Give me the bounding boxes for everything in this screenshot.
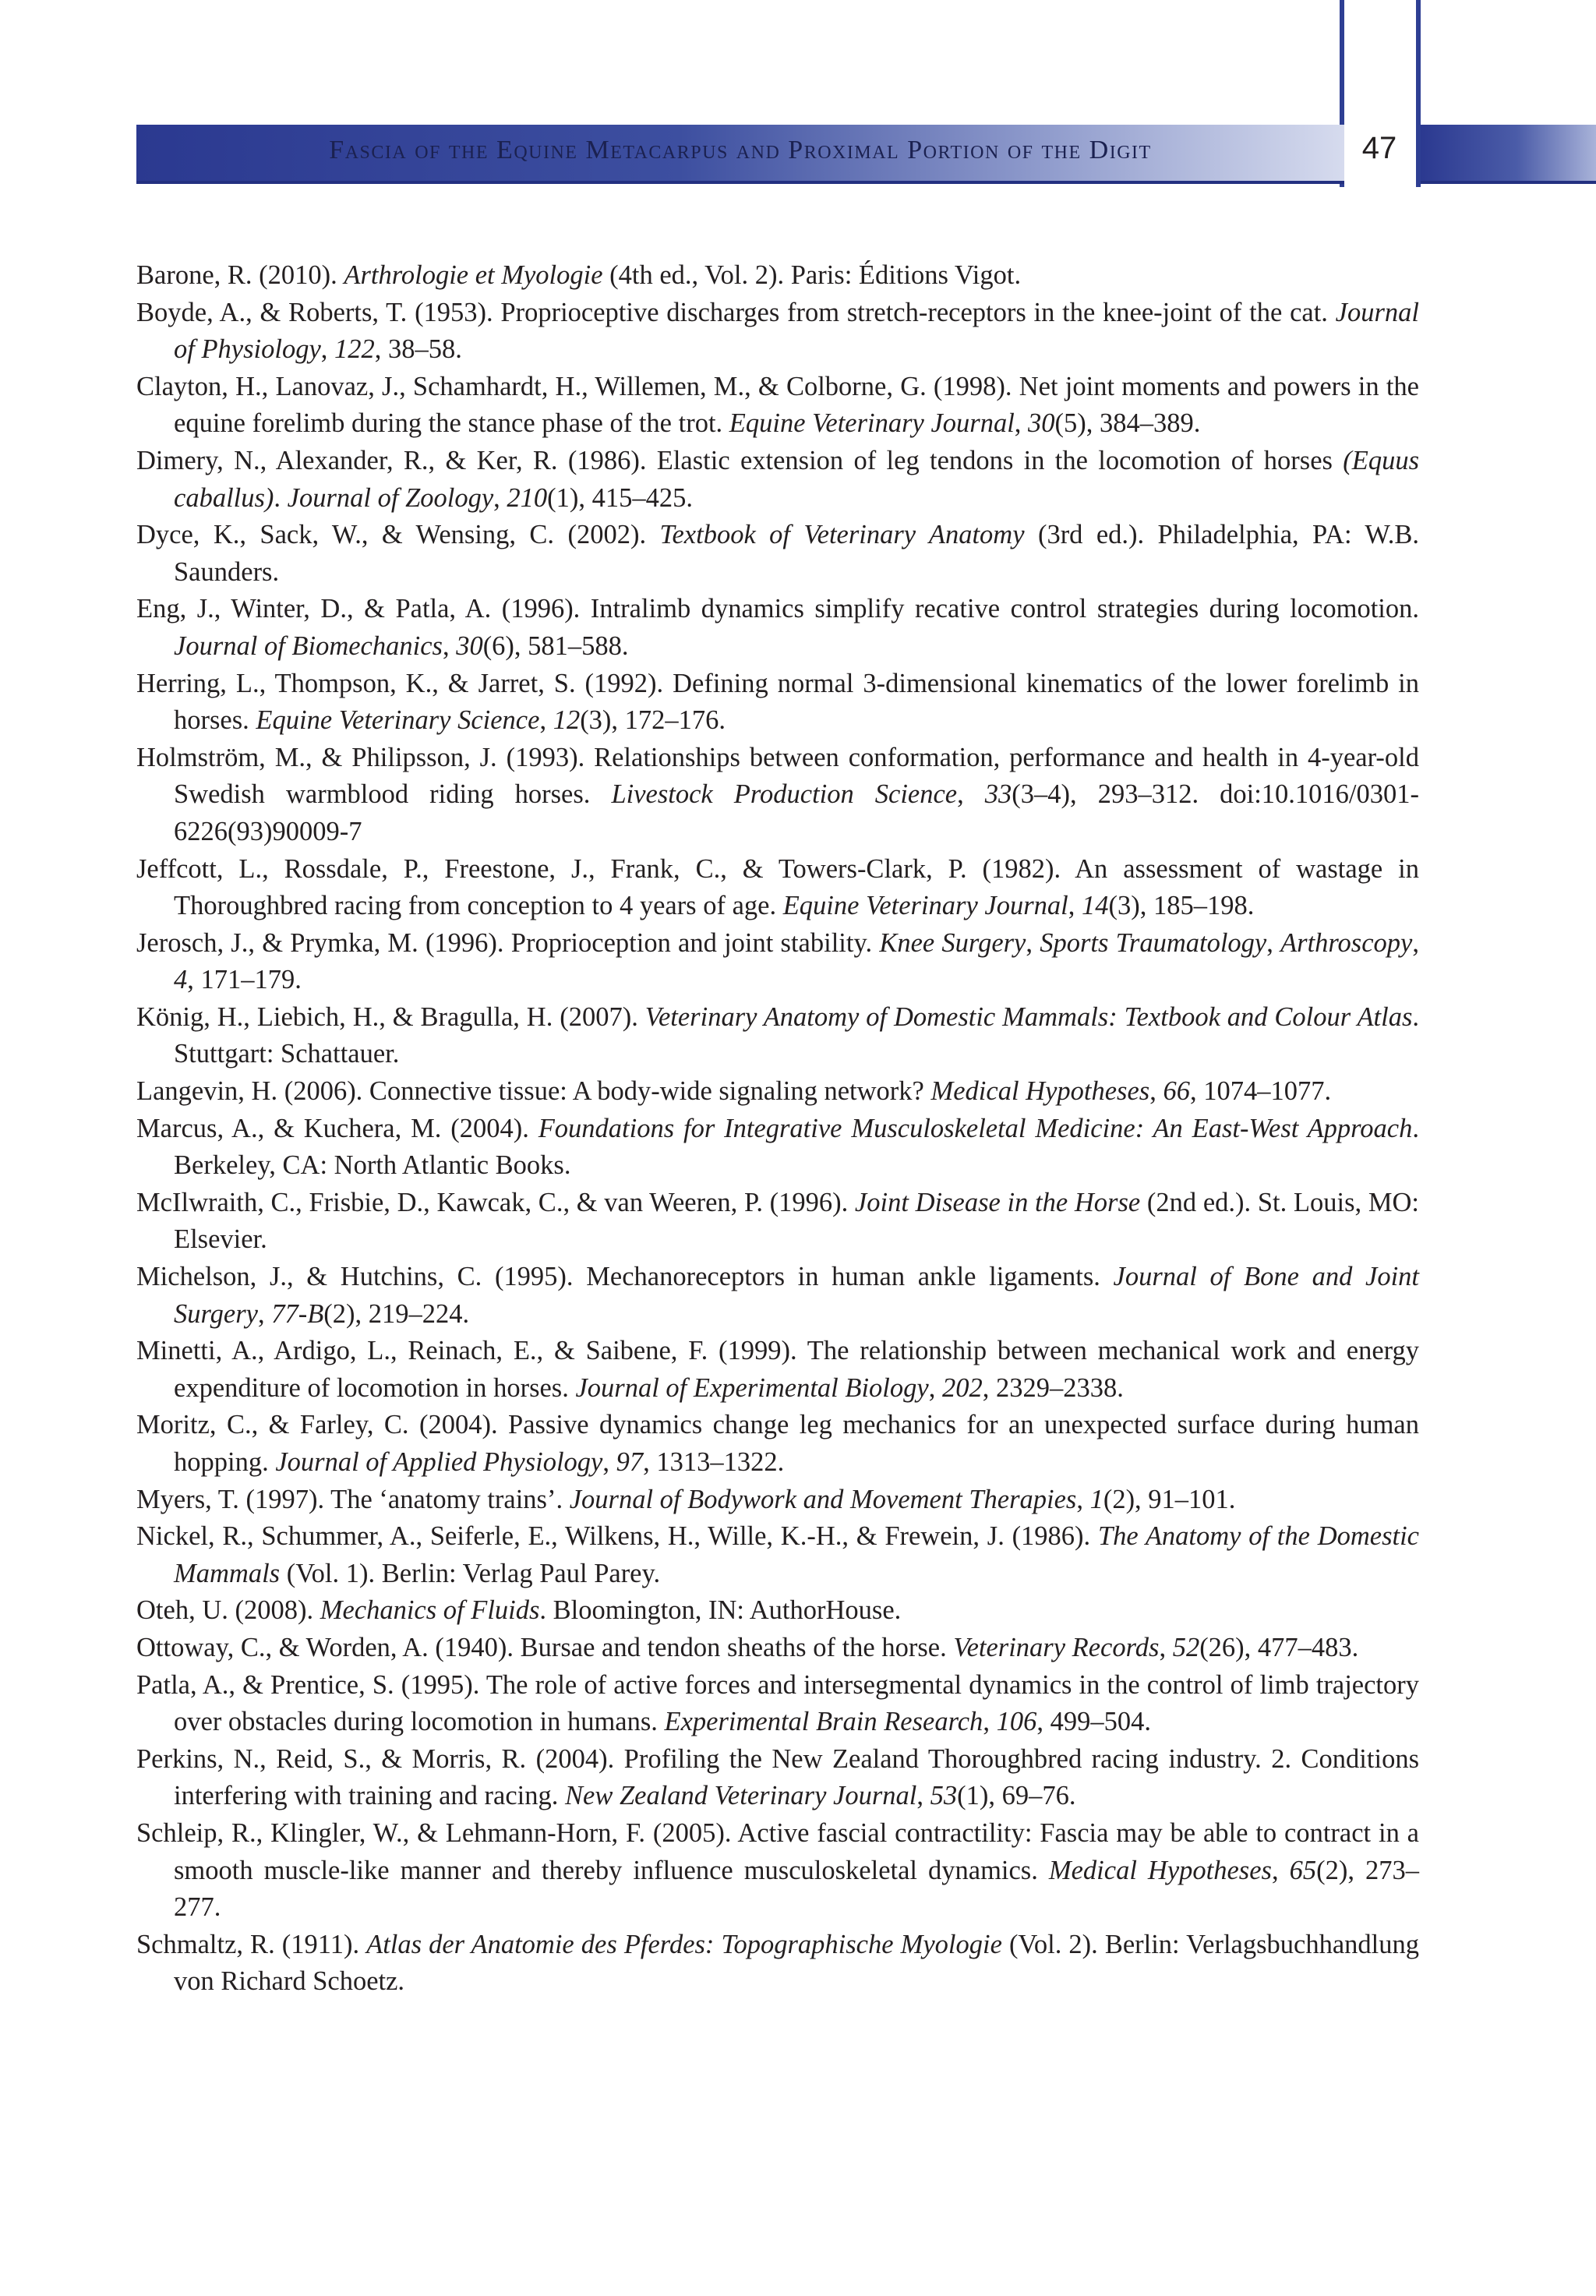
reference-text: , bbox=[1026, 927, 1040, 958]
reference-text: Oteh, U. (2008). bbox=[136, 1595, 320, 1626]
reference-entry bbox=[136, 1333, 1419, 1407]
reference-text: Moritz, C., & Farley, C. (2004). Passive dynamics change leg mechanics for an unexpected surface during human hopping. bbox=[136, 1410, 1419, 1477]
reference-italic-text: New Zealand Veterinary Journal bbox=[565, 1781, 917, 1811]
reference-entry bbox=[136, 517, 1419, 591]
reference-text: König, H., Liebich, H., & Bragulla, H. (2007). bbox=[136, 1001, 645, 1032]
reference-text: , bbox=[957, 779, 985, 810]
reference-text: (6), 581–588. bbox=[482, 631, 629, 661]
reference-text: , bbox=[1149, 1076, 1163, 1107]
reference-entry bbox=[136, 443, 1419, 517]
reference-text: Boyde, A., & Roberts, T. (1953). Proprioceptive discharges from stretch-receptors in the knee-joint of the cat. bbox=[136, 297, 1336, 327]
reference-entry bbox=[136, 1592, 1419, 1630]
reference-entry bbox=[136, 257, 1419, 295]
reference-italic-text: 14 bbox=[1082, 891, 1109, 921]
reference-text: Nickel, R., Schummer, A., Seiferle, E., Wilkens, H., Wille, K.-H., & Frewein, J. (1986). bbox=[136, 1521, 1098, 1552]
reference-italic-text: Medical Hypotheses bbox=[930, 1076, 1150, 1107]
reference-entry bbox=[136, 999, 1419, 1073]
reference-italic-text: 12 bbox=[553, 705, 581, 736]
reference-text: , bbox=[493, 482, 507, 513]
reference-entry bbox=[136, 1482, 1419, 1519]
reference-text: , 2329–2338. bbox=[982, 1372, 1124, 1403]
reference-entry bbox=[136, 1259, 1419, 1333]
reference-entry bbox=[136, 1667, 1419, 1741]
reference-italic-text: Mechanics of Fluids bbox=[320, 1595, 540, 1626]
reference-entry bbox=[136, 851, 1419, 925]
reference-italic-text: Journal of Experimental Biology bbox=[575, 1372, 929, 1403]
reference-italic-text: Journal of Physiology bbox=[174, 297, 1419, 365]
reference-entry bbox=[136, 1185, 1419, 1259]
reference-italic-text: Equine Veterinary Science bbox=[256, 705, 540, 736]
running-title: Fascia of the Equine Metacarpus and Proximal Portion of the Digit bbox=[329, 136, 1152, 164]
reference-list bbox=[136, 257, 1419, 2001]
reference-italic-text: Sports Traumatology bbox=[1040, 927, 1267, 958]
reference-italic-text: Livestock Production Science bbox=[611, 779, 958, 810]
reference-text: (2), 273–277. bbox=[174, 1855, 1419, 1923]
reference-text: (Vol. 1). Berlin: Verlag Paul Parey. bbox=[280, 1558, 661, 1588]
reference-text: (5), 384–389. bbox=[1054, 408, 1201, 439]
reference-text: (1), 69–76. bbox=[957, 1781, 1076, 1811]
reference-text: , bbox=[983, 1707, 997, 1737]
reference-text: , 1074–1077. bbox=[1189, 1076, 1332, 1107]
reference-entry bbox=[136, 1111, 1419, 1185]
reference-entry bbox=[136, 1927, 1419, 2001]
reference-text: Ottoway, C., & Worden, A. (1940). Bursae and tendon sheaths of the horse. bbox=[136, 1632, 954, 1662]
reference-italic-text: (Equus caballus) bbox=[174, 445, 1419, 513]
reference-italic-text: 122 bbox=[334, 334, 375, 365]
reference-entry bbox=[136, 1073, 1419, 1111]
reference-text: Holmström, M., & Philipsson, J. (1993). Relationships between conformation, performance and health in 4-year-old Swedish warmblood riding horses. bbox=[136, 742, 1419, 810]
reference-italic-text: Arthroscopy bbox=[1280, 927, 1413, 958]
reference-text: Jeffcott, L., Rossdale, P., Freestone, J., Frank, C., & Towers-Clark, P. (1982). An assessment of wastage in Thoroughbred racing from conception to 4 years of age. bbox=[136, 853, 1419, 921]
reference-text: McIlwraith, C., Frisbie, D., Kawcak, C., & van Weeren, P. (1996). bbox=[136, 1187, 855, 1217]
reference-text: Dyce, K., Sack, W., & Wensing, C. (2002). bbox=[136, 520, 660, 550]
reference-italic-text: Equine Veterinary Journal bbox=[729, 408, 1015, 439]
reference-entry bbox=[136, 1630, 1419, 1667]
reference-italic-text: Journal of Applied Physiology bbox=[275, 1447, 603, 1477]
reference-text: Dimery, N., Alexander, R., & Ker, R. (1986). Elastic extension of leg tendons in the locomotion of horses bbox=[136, 445, 1344, 475]
reference-italic-text: Equine Veterinary Journal bbox=[782, 891, 1068, 921]
running-header bbox=[136, 125, 1344, 184]
reference-text: (4th ed., Vol. 2). Paris: Éditions Vigot. bbox=[602, 260, 1022, 290]
reference-text: Myers, T. (1997). The ‘anatomy trains’. bbox=[136, 1484, 570, 1514]
reference-text: , 499–504. bbox=[1036, 1707, 1151, 1737]
reference-entry bbox=[136, 1407, 1419, 1481]
reference-italic-text: 53 bbox=[930, 1781, 958, 1811]
reference-italic-text: 33 bbox=[984, 779, 1012, 810]
reference-entry bbox=[136, 1741, 1419, 1815]
reference-text: , 38–58. bbox=[374, 334, 462, 365]
reference-text: (2), 219–224. bbox=[323, 1298, 470, 1329]
reference-entry bbox=[136, 740, 1419, 851]
reference-text: Perkins, N., Reid, S., & Morris, R. (2004). Profiling the New Zealand Thoroughbred racing industry. 2. Conditions interfering with training and racing. bbox=[136, 1743, 1419, 1811]
reference-entry bbox=[136, 666, 1419, 740]
reference-text: (26), 477–483. bbox=[1199, 1632, 1359, 1662]
reference-text: (2nd ed.). St. Louis, MO: Elsevier. bbox=[174, 1187, 1419, 1255]
reference-italic-text: Journal of Biomechanics bbox=[174, 631, 443, 661]
reference-text: Jerosch, J., & Prymka, M. (1996). Proprioception and joint stability. bbox=[136, 927, 880, 958]
reference-italic-text: 77-B bbox=[271, 1298, 324, 1329]
header-tab bbox=[1421, 125, 1596, 184]
reference-italic-text: 202 bbox=[941, 1372, 983, 1403]
reference-text: Marcus, A., & Kuchera, M. (2004). bbox=[136, 1113, 538, 1143]
reference-text: , bbox=[1068, 891, 1082, 921]
reference-italic-text: Journal of Zoology bbox=[287, 482, 494, 513]
reference-entry bbox=[136, 295, 1419, 369]
reference-italic-text: 97 bbox=[616, 1447, 644, 1477]
reference-text: , bbox=[1412, 927, 1419, 958]
reference-text: , bbox=[916, 1781, 930, 1811]
reference-text: , bbox=[539, 705, 553, 736]
reference-text: Michelson, J., & Hutchins, C. (1995). Mechanoreceptors in human ankle ligaments. bbox=[136, 1262, 1114, 1292]
reference-italic-text: 1 bbox=[1089, 1484, 1103, 1514]
reference-italic-text: 4 bbox=[174, 965, 188, 995]
reference-italic-text: 30 bbox=[1028, 408, 1055, 439]
reference-entry bbox=[136, 1518, 1419, 1592]
reference-italic-text: Arthrologie et Myologie bbox=[344, 260, 603, 290]
reference-text: , 1313–1322. bbox=[643, 1447, 785, 1477]
reference-italic-text: Veterinary Anatomy of Domestic Mammals: Textbook and Colour Atlas bbox=[644, 1001, 1413, 1032]
reference-italic-text: 30 bbox=[456, 631, 483, 661]
reference-text: (3–4), 293–312. doi:10.1016/0301-6226(93)90009-7 bbox=[174, 779, 1419, 846]
reference-text: . Stuttgart: Schattauer. bbox=[174, 1001, 1419, 1069]
reference-entry bbox=[136, 369, 1419, 443]
reference-text: . Bloomington, IN: AuthorHouse. bbox=[539, 1595, 902, 1626]
reference-text: , bbox=[1266, 927, 1281, 958]
reference-italic-text: 65 bbox=[1289, 1855, 1317, 1885]
reference-italic-text: Experimental Brain Research bbox=[664, 1707, 983, 1737]
reference-italic-text: Foundations for Integrative Musculoskeletal Medicine: An East-West Approach bbox=[538, 1113, 1413, 1143]
reference-italic-text: Journal of Bodywork and Movement Therapies bbox=[569, 1484, 1077, 1514]
reference-text: , bbox=[928, 1372, 942, 1403]
reference-text: , bbox=[1076, 1484, 1090, 1514]
reference-text: Herring, L., Thompson, K., & Jarret, S. (1992). Defining normal 3-dimensional kinematics of the lower forelimb in horses. bbox=[136, 668, 1419, 736]
reference-entry bbox=[136, 591, 1419, 665]
reference-italic-text: Knee Surgery bbox=[879, 927, 1026, 958]
reference-text: Schleip, R., Klingler, W., & Lehmann-Horn, F. (2005). Active fascial contractility: Fascia may be able to contract in a smooth muscle-like manner and thereby influence musculoskeletal dynamics. bbox=[136, 1817, 1419, 1885]
reference-text: (3), 172–176. bbox=[580, 705, 726, 736]
reference-text: Schmaltz, R. (1911). bbox=[136, 1929, 367, 1959]
reference-italic-text: Journal of Bone and Joint Surgery bbox=[174, 1262, 1419, 1329]
reference-text: Barone, R. (2010). bbox=[136, 260, 344, 290]
reference-italic-text: 210 bbox=[507, 482, 548, 513]
reference-text: Patla, A., & Prentice, S. (1995). The role of active forces and intersegmental dynamics in the control of limb trajectory over obstacles during locomotion in humans. bbox=[136, 1669, 1419, 1737]
reference-text: , bbox=[257, 1298, 272, 1329]
reference-text: (2), 91–101. bbox=[1103, 1484, 1236, 1514]
reference-italic-text: 52 bbox=[1172, 1632, 1200, 1662]
reference-text: , 171–179. bbox=[187, 965, 302, 995]
reference-text: (3), 185–198. bbox=[1108, 891, 1255, 921]
reference-italic-text: 106 bbox=[996, 1707, 1037, 1737]
reference-text: Clayton, H., Lanovaz, J., Schamhardt, H., Willemen, M., & Colborne, G. (1998). Net joint moments and powers in the equine forelimb during the stance phase of the trot. bbox=[136, 371, 1419, 439]
reference-text: (1), 415–425. bbox=[547, 482, 694, 513]
reference-text: , bbox=[1271, 1855, 1290, 1885]
page-number: 47 bbox=[1361, 131, 1397, 165]
reference-text: , bbox=[1159, 1632, 1173, 1662]
reference-text: , bbox=[1014, 408, 1029, 439]
reference-text: , bbox=[602, 1447, 616, 1477]
reference-italic-text: Joint Disease in the Horse bbox=[854, 1187, 1141, 1217]
reference-text: . bbox=[274, 482, 288, 513]
reference-italic-text: Veterinary Records bbox=[953, 1632, 1160, 1662]
reference-italic-text: The Anatomy of the Domestic Mammals bbox=[174, 1521, 1419, 1588]
reference-text: , bbox=[320, 334, 335, 365]
reference-italic-text: 66 bbox=[1163, 1076, 1190, 1107]
reference-entry bbox=[136, 925, 1419, 999]
reference-text: Minetti, A., Ardigo, L., Reinach, E., & Saibene, F. (1999). The relationship between mechanical work and energy expenditure of locomotion in horses. bbox=[136, 1336, 1419, 1403]
reference-italic-text: Textbook of Veterinary Anatomy bbox=[659, 520, 1025, 550]
reference-text: (Vol. 2). Berlin: Verlagsbuchhandlung von Richard Schoetz. bbox=[174, 1929, 1419, 1997]
reference-text: , bbox=[442, 631, 457, 661]
reference-text: (3rd ed.). Philadelphia, PA: W.B. Saunders. bbox=[174, 520, 1419, 587]
reference-italic-text: Medical Hypotheses bbox=[1048, 1855, 1272, 1885]
reference-text: . Berkeley, CA: North Atlantic Books. bbox=[174, 1113, 1419, 1181]
reference-text: Langevin, H. (2006). Connective tissue: A body-wide signaling network? bbox=[136, 1076, 931, 1107]
reference-entry bbox=[136, 1815, 1419, 1927]
reference-italic-text: Atlas der Anatomie des Pferdes: Topographische Myologie bbox=[366, 1929, 1002, 1959]
reference-text: Eng, J., Winter, D., & Patla, A. (1996). Intralimb dynamics simplify recative control strategies during locomotion. bbox=[136, 594, 1419, 624]
